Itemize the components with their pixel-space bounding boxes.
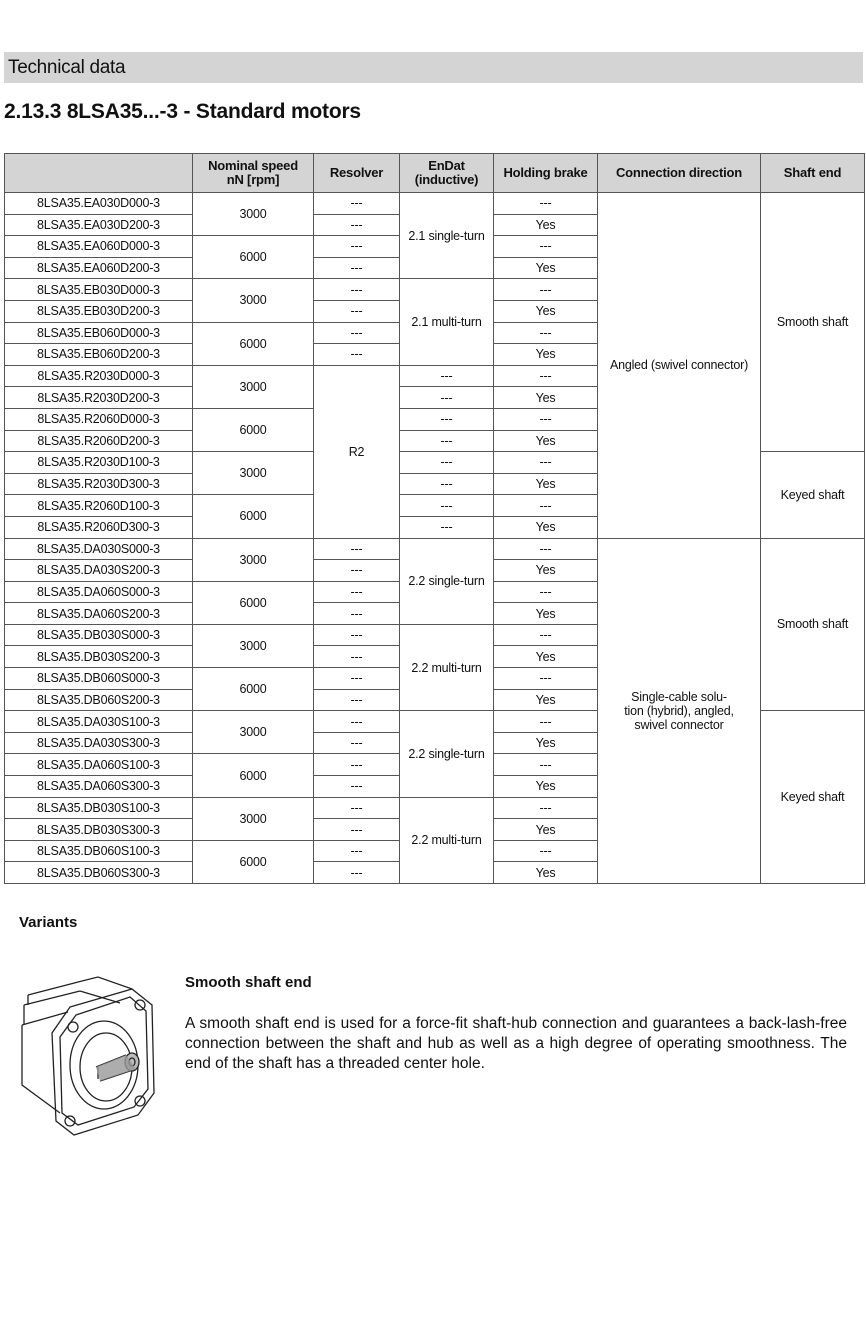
table-header-row (5, 154, 865, 193)
shaft-cell: Smooth shaft (761, 538, 865, 711)
resolver-cell: --- (314, 603, 400, 625)
brake-cell: Yes (494, 473, 598, 495)
resolver-cell: --- (314, 279, 400, 301)
resolver-cell: --- (314, 754, 400, 776)
header-shaft-end: Shaft end (761, 154, 865, 193)
speed-cell: 3000 (193, 279, 314, 322)
speed-cell: 6000 (193, 581, 314, 624)
table-row (5, 193, 865, 215)
speed-cell: 3000 (193, 365, 314, 408)
speed-cell: 6000 (193, 754, 314, 797)
speed-cell: 3000 (193, 624, 314, 667)
brake-cell: --- (494, 279, 598, 301)
brake-cell: Yes (494, 646, 598, 668)
speed-cell: 6000 (193, 408, 314, 451)
brake-cell: --- (494, 624, 598, 646)
resolver-cell: --- (314, 344, 400, 366)
speed-cell: 6000 (193, 840, 314, 883)
brake-cell: --- (494, 754, 598, 776)
resolver-cell: --- (314, 646, 400, 668)
model-cell: 8LSA35.DB060S200-3 (5, 689, 193, 711)
model-cell: 8LSA35.DB060S000-3 (5, 668, 193, 690)
endat-cell: 2.1 multi-turn (400, 279, 494, 365)
shaft-cell: Keyed shaft (761, 452, 865, 538)
resolver-cell: --- (314, 776, 400, 798)
speed-cell: 6000 (193, 495, 314, 538)
model-cell: 8LSA35.DB060S100-3 (5, 840, 193, 862)
brake-cell: --- (494, 840, 598, 862)
brake-cell: Yes (494, 819, 598, 841)
brake-cell: --- (494, 236, 598, 258)
resolver-cell: R2 (314, 365, 400, 538)
connection-cell: Single-cable solu- tion (hybrid), angled, swivel connector (598, 538, 761, 884)
endat-cell: 2.2 multi-turn (400, 624, 494, 710)
endat-cell: --- (400, 516, 494, 538)
brake-cell: --- (494, 711, 598, 733)
model-cell: 8LSA35.DA060S200-3 (5, 603, 193, 625)
resolver-cell: --- (314, 840, 400, 862)
brake-cell: --- (494, 668, 598, 690)
header-resolver: Resolver (314, 154, 400, 193)
model-cell: 8LSA35.R2030D100-3 (5, 452, 193, 474)
variant-description: A smooth shaft end is used for a force-fit shaft-hub connection and guarantees a back-lash-free connection between the shaft and hub as well as a high degree of operating smoothness. The end of the shaft has a threaded center hole. (185, 1015, 847, 1072)
endat-cell: --- (400, 495, 494, 517)
model-cell: 8LSA35.EA030D000-3 (5, 193, 193, 215)
model-cell: 8LSA35.EA060D200-3 (5, 257, 193, 279)
resolver-cell: --- (314, 236, 400, 258)
brake-cell: Yes (494, 560, 598, 582)
brake-cell: Yes (494, 344, 598, 366)
model-cell: 8LSA35.EB060D000-3 (5, 322, 193, 344)
header-endat (400, 154, 494, 193)
header-connection-direction: Connection direction (598, 154, 761, 193)
model-cell: 8LSA35.EB030D000-3 (5, 279, 193, 301)
shaft-cell: Smooth shaft (761, 193, 865, 452)
endat-cell: 2.2 single-turn (400, 711, 494, 797)
model-cell: 8LSA35.DA060S300-3 (5, 776, 193, 798)
resolver-cell: --- (314, 732, 400, 754)
model-cell: 8LSA35.DA060S100-3 (5, 754, 193, 776)
connection-cell: Angled (swivel connector) (598, 193, 761, 539)
model-cell: 8LSA35.R2030D300-3 (5, 473, 193, 495)
endat-cell: 2.1 single-turn (400, 193, 494, 279)
model-cell: 8LSA35.DA030S100-3 (5, 711, 193, 733)
variant-heading: Smooth shaft end (185, 974, 312, 991)
speed-cell: 3000 (193, 711, 314, 754)
model-cell: 8LSA35.R2030D200-3 (5, 387, 193, 409)
model-cell: 8LSA35.DA030S300-3 (5, 732, 193, 754)
resolver-cell: --- (314, 322, 400, 344)
endat-cell: 2.2 single-turn (400, 538, 494, 624)
model-cell: 8LSA35.DA060S000-3 (5, 581, 193, 603)
resolver-cell: --- (314, 862, 400, 884)
header-nominal-speed (193, 154, 314, 193)
brake-cell: Yes (494, 862, 598, 884)
model-cell: 8LSA35.DA030S000-3 (5, 538, 193, 560)
brake-cell: --- (494, 452, 598, 474)
model-cell: 8LSA35.R2060D300-3 (5, 516, 193, 538)
model-cell: 8LSA35.DA030S200-3 (5, 560, 193, 582)
header-model (5, 154, 193, 193)
brake-cell: --- (494, 797, 598, 819)
brake-cell: Yes (494, 387, 598, 409)
header-endat-line1: EnDat (428, 158, 465, 173)
model-cell: 8LSA35.EB060D200-3 (5, 344, 193, 366)
brake-cell: Yes (494, 603, 598, 625)
resolver-cell: --- (314, 560, 400, 582)
section-title: 2.13.3 8LSA35...-3 - Standard motors (4, 100, 361, 123)
brake-cell: Yes (494, 430, 598, 452)
brake-cell: --- (494, 581, 598, 603)
model-cell: 8LSA35.EB030D200-3 (5, 300, 193, 322)
model-cell: 8LSA35.EA030D200-3 (5, 214, 193, 236)
speed-cell: 6000 (193, 322, 314, 365)
resolver-cell: --- (314, 538, 400, 560)
speed-cell: 3000 (193, 797, 314, 840)
model-cell: 8LSA35.DB030S300-3 (5, 819, 193, 841)
brake-cell: --- (494, 365, 598, 387)
resolver-cell: --- (314, 689, 400, 711)
endat-cell: --- (400, 365, 494, 387)
header-speed-line1: Nominal speed (208, 158, 298, 173)
brake-cell: Yes (494, 689, 598, 711)
header-bar (4, 52, 863, 83)
brake-cell: Yes (494, 214, 598, 236)
shaft-cell: Keyed shaft (761, 711, 865, 884)
resolver-cell: --- (314, 624, 400, 646)
brake-cell: --- (494, 322, 598, 344)
brake-cell: Yes (494, 732, 598, 754)
spec-table (4, 153, 865, 884)
brake-cell: Yes (494, 300, 598, 322)
endat-cell: --- (400, 452, 494, 474)
header-holding-brake: Holding brake (494, 154, 598, 193)
table-row (5, 538, 865, 560)
speed-cell: 3000 (193, 538, 314, 581)
model-cell: 8LSA35.R2060D000-3 (5, 408, 193, 430)
resolver-cell: --- (314, 257, 400, 279)
model-cell: 8LSA35.DB030S100-3 (5, 797, 193, 819)
model-cell: 8LSA35.R2060D100-3 (5, 495, 193, 517)
model-cell: 8LSA35.DB030S200-3 (5, 646, 193, 668)
header-endat-line2: (inductive) (414, 172, 479, 187)
brake-cell: --- (494, 408, 598, 430)
endat-cell: --- (400, 430, 494, 452)
resolver-cell: --- (314, 214, 400, 236)
resolver-cell: --- (314, 711, 400, 733)
resolver-cell: --- (314, 581, 400, 603)
endat-cell: 2.2 multi-turn (400, 797, 494, 883)
model-cell: 8LSA35.R2060D200-3 (5, 430, 193, 452)
brake-cell: Yes (494, 776, 598, 798)
speed-cell: 3000 (193, 193, 314, 236)
resolver-cell: --- (314, 668, 400, 690)
model-cell: 8LSA35.DB060S300-3 (5, 862, 193, 884)
header-title: Technical data (8, 57, 126, 78)
brake-cell: Yes (494, 516, 598, 538)
resolver-cell: --- (314, 819, 400, 841)
resolver-cell: --- (314, 797, 400, 819)
endat-cell: --- (400, 473, 494, 495)
model-cell: 8LSA35.DB030S000-3 (5, 624, 193, 646)
model-cell: 8LSA35.R2030D000-3 (5, 365, 193, 387)
resolver-cell: --- (314, 193, 400, 215)
brake-cell: --- (494, 193, 598, 215)
endat-cell: --- (400, 408, 494, 430)
speed-cell: 6000 (193, 668, 314, 711)
brake-cell: --- (494, 538, 598, 560)
motor-shaft-illustration (20, 975, 160, 1140)
brake-cell: Yes (494, 257, 598, 279)
brake-cell: --- (494, 495, 598, 517)
speed-cell: 6000 (193, 236, 314, 279)
model-cell: 8LSA35.EA060D000-3 (5, 236, 193, 258)
variants-title: Variants (19, 914, 78, 931)
resolver-cell: --- (314, 300, 400, 322)
speed-cell: 3000 (193, 452, 314, 495)
header-speed-line2: nN [rpm] (226, 172, 280, 187)
endat-cell: --- (400, 387, 494, 409)
